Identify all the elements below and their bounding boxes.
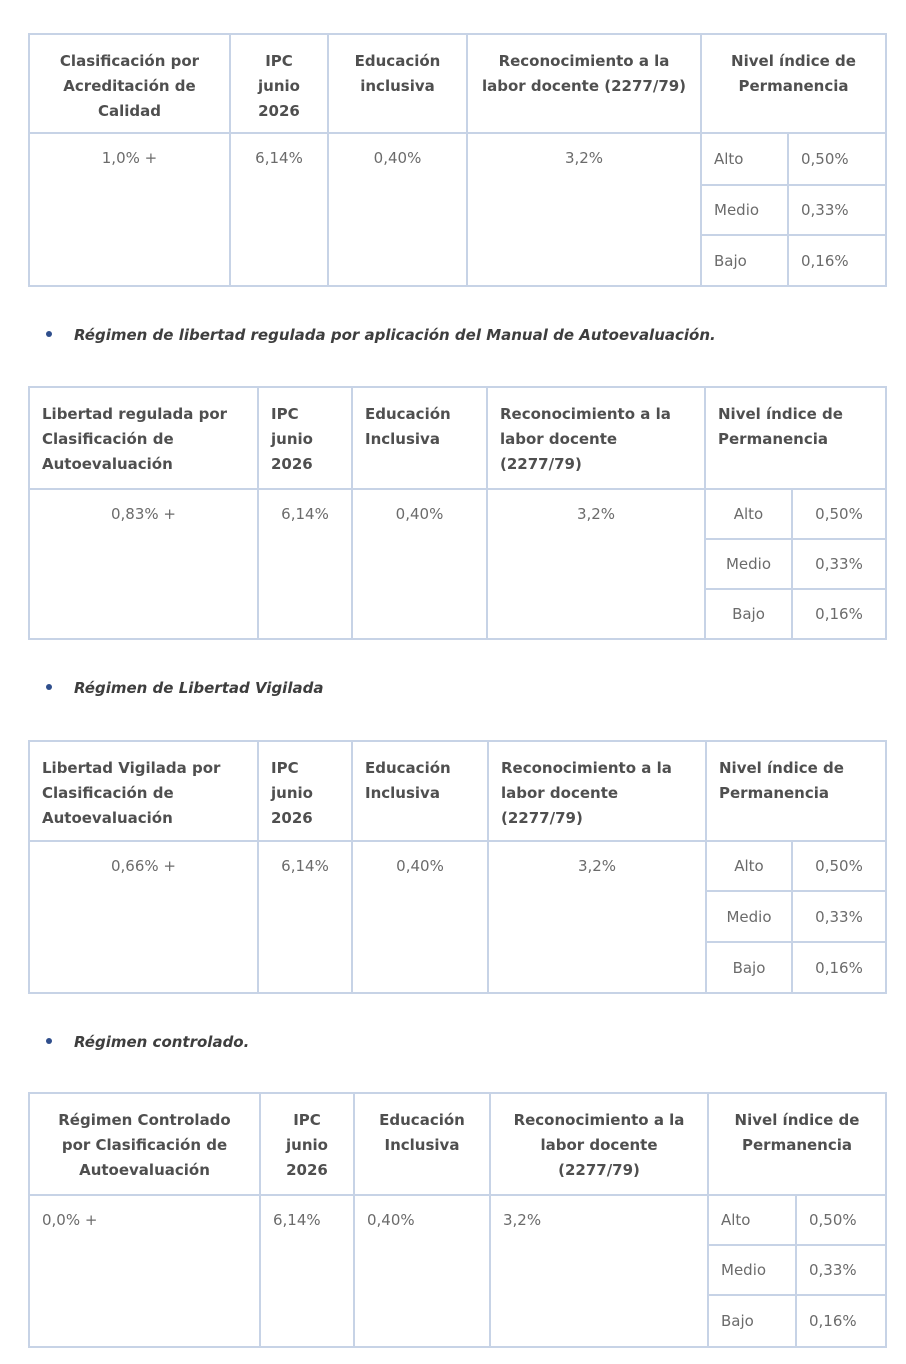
- level-label: Bajo: [706, 942, 792, 993]
- value-cell: 0,40%: [354, 1195, 490, 1347]
- header-cell: Clasificación por Acreditación de Calidad: [29, 34, 230, 133]
- level-value: 0,16%: [788, 235, 886, 286]
- bullet-text: Régimen de libertad regulada por aplicación del Manual de Autoevaluación.: [74, 326, 716, 344]
- level-label: Bajo: [708, 1295, 796, 1347]
- header-cell: Reconocimiento a la labor docente (2277/79): [467, 34, 701, 133]
- value-cell: 0,40%: [352, 841, 488, 993]
- level-label: Alto: [708, 1195, 796, 1245]
- header-cell: Educación Inclusiva: [352, 387, 487, 489]
- value-cell: 0,83% +: [29, 489, 258, 639]
- level-label: Medio: [708, 1245, 796, 1295]
- level-value: 0,50%: [792, 841, 886, 891]
- bullet-dot-icon: [46, 684, 52, 690]
- level-label: Alto: [701, 133, 788, 185]
- header-cell: IPC junio 2026: [230, 34, 328, 133]
- level-value: 0,16%: [796, 1295, 886, 1347]
- level-value: 0,16%: [792, 589, 886, 639]
- value-cell: 6,14%: [258, 841, 352, 993]
- header-cell: Educación Inclusiva: [352, 741, 488, 841]
- level-value: 0,33%: [788, 185, 886, 235]
- header-cell: Nivel índice de Permanencia: [705, 387, 886, 489]
- value-cell: 0,66% +: [29, 841, 258, 993]
- value-cell: 0,40%: [352, 489, 487, 639]
- level-value: 0,16%: [792, 942, 886, 993]
- level-value: 0,50%: [792, 489, 886, 539]
- header-cell: Régimen Controlado por Clasificación de Autoevaluación: [29, 1093, 260, 1195]
- value-cell: 0,0% +: [29, 1195, 260, 1347]
- value-cell: 3,2%: [490, 1195, 708, 1347]
- table-regimen-controlado: [28, 1092, 887, 1348]
- value-cell: 3,2%: [488, 841, 706, 993]
- header-cell: Nivel índice de Permanencia: [708, 1093, 886, 1195]
- bullet-item: [46, 679, 323, 697]
- level-label: Bajo: [701, 235, 788, 286]
- header-cell: Libertad Vigilada por Clasificación de Autoevaluación: [29, 741, 258, 841]
- header-cell: Nivel índice de Permanencia: [701, 34, 886, 133]
- level-label: Alto: [705, 489, 792, 539]
- table-acreditacion-calidad: [28, 33, 887, 287]
- header-cell: Libertad regulada por Clasificación de Autoevaluación: [29, 387, 258, 489]
- value-cell: 0,40%: [328, 133, 467, 286]
- level-value: 0,33%: [796, 1245, 886, 1295]
- value-cell: 1,0% +: [29, 133, 230, 286]
- header-cell: Nivel índice de Permanencia: [706, 741, 886, 841]
- bullet-item: [46, 326, 716, 344]
- value-cell: 3,2%: [467, 133, 701, 286]
- bullet-dot-icon: [46, 331, 52, 337]
- level-label: Medio: [705, 539, 792, 589]
- level-value: 0,33%: [792, 891, 886, 942]
- table-libertad-vigilada: [28, 740, 887, 994]
- value-cell: 6,14%: [260, 1195, 354, 1347]
- level-label: Medio: [706, 891, 792, 942]
- header-cell: IPC junio 2026: [258, 387, 352, 489]
- level-label: Bajo: [705, 589, 792, 639]
- bullet-dot-icon: [46, 1038, 52, 1044]
- header-cell: IPC junio 2026: [260, 1093, 354, 1195]
- value-cell: 6,14%: [230, 133, 328, 286]
- bullet-text: Régimen controlado.: [74, 1033, 250, 1051]
- header-cell: Reconocimiento a la labor docente (2277/79): [487, 387, 705, 489]
- level-value: 0,33%: [792, 539, 886, 589]
- level-label: Alto: [706, 841, 792, 891]
- level-label: Medio: [701, 185, 788, 235]
- header-cell: IPC junio 2026: [258, 741, 352, 841]
- value-cell: 6,14%: [258, 489, 352, 639]
- level-value: 0,50%: [788, 133, 886, 185]
- bullet-text: Régimen de Libertad Vigilada: [74, 679, 324, 697]
- header-cell: Educación inclusiva: [328, 34, 467, 133]
- header-cell: Reconocimiento a la labor docente (2277/79): [490, 1093, 708, 1195]
- level-value: 0,50%: [796, 1195, 886, 1245]
- header-cell: Reconocimiento a la labor docente (2277/79): [488, 741, 706, 841]
- value-cell: 3,2%: [487, 489, 705, 639]
- header-cell: Educación Inclusiva: [354, 1093, 490, 1195]
- table-libertad-regulada: [28, 386, 887, 640]
- bullet-item: [46, 1033, 249, 1051]
